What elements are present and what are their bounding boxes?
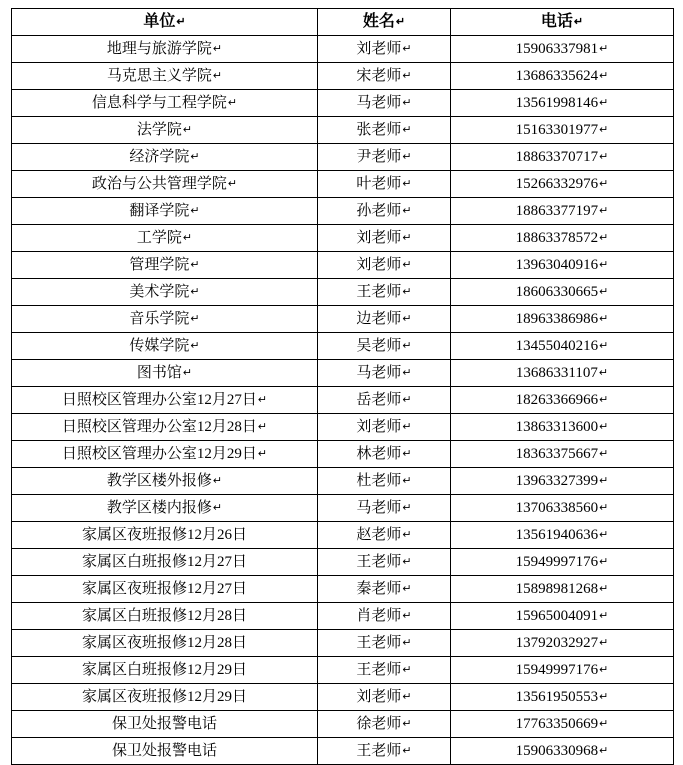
cell-unit	[12, 36, 318, 63]
cell-phone	[451, 360, 674, 387]
cell-phone	[451, 414, 674, 441]
table-row	[12, 738, 674, 765]
cell-phone-text: 15898981268	[515, 580, 599, 597]
paragraph-mark: ↵	[402, 421, 412, 434]
paragraph-mark: ↵	[402, 664, 412, 677]
paragraph-mark: ↵	[599, 610, 609, 623]
paragraph-mark: ↵	[402, 637, 412, 650]
cell-name	[318, 360, 451, 387]
cell-unit-text: 日照校区管理办公室12月27日	[61, 391, 257, 408]
paragraph-mark: ↵	[599, 97, 609, 110]
cell-unit	[12, 738, 318, 765]
paragraph-mark: ↵	[182, 124, 193, 137]
cell-phone	[451, 630, 674, 657]
cell-unit	[12, 144, 318, 171]
cell-name	[318, 522, 451, 549]
cell-phone-text: 18963386986	[515, 310, 599, 327]
cell-name-text: 叶老师	[356, 175, 402, 192]
cell-name-text: 刘老师	[356, 688, 402, 705]
cell-unit	[12, 441, 318, 468]
paragraph-mark: ↵	[402, 529, 412, 542]
paragraph-mark: ↵	[402, 556, 412, 569]
cell-name	[318, 468, 451, 495]
cell-phone-text: 13686331107	[515, 364, 598, 381]
column-header-name-text: 姓名	[362, 13, 395, 31]
paragraph-mark: ↵	[402, 745, 412, 758]
paragraph-mark: ↵	[599, 583, 609, 596]
cell-name	[318, 441, 451, 468]
cell-unit-text: 政治与公共管理学院	[91, 175, 227, 192]
cell-phone-text: 15906337981	[515, 40, 599, 57]
cell-unit-text: 传媒学院	[129, 337, 190, 354]
paragraph-mark: ↵	[599, 313, 609, 326]
table-row	[12, 495, 674, 522]
table-row	[12, 117, 674, 144]
cell-phone	[451, 738, 674, 765]
table-row	[12, 711, 674, 738]
cell-phone	[451, 63, 674, 90]
cell-name-text: 宋老师	[356, 67, 402, 84]
cell-name	[318, 738, 451, 765]
paragraph-mark: ↵	[190, 205, 200, 218]
cell-name	[318, 252, 451, 279]
cell-name-text: 刘老师	[356, 40, 402, 57]
cell-phone-text: 15163301977	[515, 121, 599, 138]
cell-phone-text: 13963040916	[515, 256, 599, 273]
cell-unit-text: 日照校区管理办公室12月29日	[61, 445, 257, 462]
cell-unit	[12, 468, 318, 495]
cell-unit-text: 家属区夜班报修12月29日	[81, 688, 247, 705]
cell-unit-text: 家属区夜班报修12月27日	[81, 580, 247, 597]
cell-phone	[451, 36, 674, 63]
cell-phone	[451, 306, 674, 333]
cell-phone-text: 13561940636	[515, 526, 599, 543]
table-row	[12, 63, 674, 90]
cell-name-text: 尹老师	[356, 148, 402, 165]
cell-name	[318, 279, 451, 306]
cell-phone	[451, 711, 674, 738]
cell-name-text: 边老师	[356, 310, 402, 327]
cell-name-text: 王老师	[356, 283, 402, 300]
paragraph-mark: ↵	[599, 70, 609, 83]
paragraph-mark: ↵	[599, 502, 609, 515]
cell-phone-text: 15949997176	[515, 553, 599, 570]
cell-name-text: 王老师	[356, 661, 402, 678]
cell-name-text: 杜老师	[356, 472, 402, 489]
table-row	[12, 306, 674, 333]
paragraph-mark: ↵	[182, 232, 193, 245]
cell-unit-text: 家属区白班报修12月28日	[81, 607, 247, 624]
paragraph-mark: ↵	[402, 691, 412, 704]
cell-name-text: 岳老师	[356, 391, 402, 408]
paragraph-mark: ↵	[599, 745, 609, 758]
table-row	[12, 252, 674, 279]
paragraph-mark: ↵	[402, 583, 412, 596]
cell-unit-text: 地理与旅游学院	[106, 40, 212, 57]
cell-unit	[12, 657, 318, 684]
table-row	[12, 684, 674, 711]
cell-unit-text: 家属区白班报修12月29日	[81, 661, 247, 678]
cell-name	[318, 630, 451, 657]
cell-phone-text: 18606330665	[515, 283, 599, 300]
column-header-name	[318, 9, 451, 36]
table-row	[12, 333, 674, 360]
paragraph-mark: ↵	[402, 43, 412, 56]
paragraph-mark: ↵	[257, 421, 268, 434]
table-row	[12, 414, 674, 441]
cell-phone	[451, 117, 674, 144]
table-row	[12, 468, 674, 495]
paragraph-mark: ↵	[599, 205, 609, 218]
table-body	[12, 36, 674, 765]
cell-phone-text: 15949997176	[515, 661, 599, 678]
paragraph-mark: ↵	[598, 367, 609, 380]
paragraph-mark: ↵	[190, 286, 200, 299]
table-row	[12, 144, 674, 171]
cell-unit	[12, 414, 318, 441]
paragraph-mark: ↵	[402, 286, 412, 299]
cell-phone	[451, 144, 674, 171]
paragraph-mark: ↵	[402, 475, 412, 488]
contact-directory-table	[11, 8, 674, 765]
table-row	[12, 630, 674, 657]
paragraph-mark: ↵	[599, 394, 609, 407]
paragraph-mark: ↵	[402, 394, 412, 407]
cell-name	[318, 90, 451, 117]
paragraph-mark: ↵	[257, 448, 268, 461]
table-header-row	[12, 9, 674, 36]
cell-unit-text: 图书馆	[136, 364, 182, 381]
cell-phone-text: 18263366966	[515, 391, 599, 408]
paragraph-mark: ↵	[599, 286, 609, 299]
paragraph-mark: ↵	[395, 16, 406, 29]
cell-unit-text: 工学院	[136, 229, 182, 246]
cell-unit-text: 管理学院	[129, 256, 190, 273]
cell-name	[318, 225, 451, 252]
cell-phone	[451, 171, 674, 198]
paragraph-mark: ↵	[599, 340, 609, 353]
paragraph-mark: ↵	[227, 178, 238, 191]
cell-unit-text: 日照校区管理办公室12月28日	[61, 418, 257, 435]
cell-name-text: 刘老师	[356, 256, 402, 273]
cell-name	[318, 711, 451, 738]
cell-unit	[12, 603, 318, 630]
cell-phone	[451, 198, 674, 225]
cell-unit	[12, 225, 318, 252]
cell-phone	[451, 495, 674, 522]
cell-unit-text: 家属区白班报修12月27日	[81, 553, 247, 570]
paragraph-mark: ↵	[599, 448, 609, 461]
paragraph-mark: ↵	[599, 232, 609, 245]
paragraph-mark: ↵	[402, 70, 412, 83]
cell-unit	[12, 522, 318, 549]
cell-name	[318, 306, 451, 333]
paragraph-mark: ↵	[212, 475, 223, 488]
cell-name-text: 马老师	[356, 94, 402, 111]
cell-name-text: 徐老师	[356, 715, 402, 732]
table-row	[12, 225, 674, 252]
cell-phone	[451, 441, 674, 468]
cell-name	[318, 657, 451, 684]
paragraph-mark: ↵	[402, 313, 412, 326]
table-row	[12, 387, 674, 414]
cell-unit-text: 保卫处报警电话	[111, 715, 217, 732]
cell-name	[318, 117, 451, 144]
cell-unit	[12, 576, 318, 603]
cell-phone-text: 13963327399	[515, 472, 599, 489]
cell-phone-text: 13706338560	[515, 499, 599, 516]
cell-unit	[12, 684, 318, 711]
paragraph-mark: ↵	[212, 70, 223, 83]
cell-phone	[451, 657, 674, 684]
cell-unit	[12, 360, 318, 387]
cell-name-text: 张老师	[356, 121, 402, 138]
cell-unit-text: 音乐学院	[129, 310, 190, 327]
cell-phone	[451, 576, 674, 603]
table-row	[12, 36, 674, 63]
cell-phone-text: 13863313600	[515, 418, 599, 435]
cell-unit-text: 教学区楼内报修	[106, 499, 212, 516]
cell-name	[318, 549, 451, 576]
cell-unit-text: 家属区夜班报修12月28日	[81, 634, 247, 651]
cell-name	[318, 495, 451, 522]
cell-unit	[12, 90, 318, 117]
cell-phone-text: 18863378572	[515, 229, 599, 246]
cell-name-text: 马老师	[356, 499, 402, 516]
cell-phone-text: 13792032927	[515, 634, 599, 651]
paragraph-mark: ↵	[227, 97, 238, 110]
cell-phone-text: 18863377197	[515, 202, 599, 219]
paragraph-mark: ↵	[402, 205, 412, 218]
column-header-phone	[451, 9, 674, 36]
cell-unit-text: 经济学院	[129, 148, 190, 165]
paragraph-mark: ↵	[212, 43, 223, 56]
cell-unit	[12, 252, 318, 279]
cell-name-text: 林老师	[356, 445, 402, 462]
cell-phone-text: 17763350669	[515, 715, 599, 732]
cell-unit-text: 美术学院	[129, 283, 190, 300]
cell-unit	[12, 333, 318, 360]
table-row	[12, 90, 674, 117]
cell-phone-text: 13686335624	[515, 67, 599, 84]
cell-unit	[12, 63, 318, 90]
cell-unit-text: 马克思主义学院	[106, 67, 212, 84]
cell-name-text: 王老师	[356, 742, 402, 759]
paragraph-mark: ↵	[599, 718, 609, 731]
column-header-unit	[12, 9, 318, 36]
paragraph-mark: ↵	[599, 151, 609, 164]
cell-phone	[451, 684, 674, 711]
cell-phone	[451, 522, 674, 549]
cell-phone-text: 15266332976	[515, 175, 599, 192]
table-row	[12, 576, 674, 603]
cell-name-text: 秦老师	[356, 580, 402, 597]
paragraph-mark: ↵	[402, 259, 412, 272]
paragraph-mark: ↵	[599, 556, 609, 569]
column-header-phone-text: 电话	[540, 13, 573, 31]
paragraph-mark: ↵	[402, 502, 412, 515]
cell-name-text: 刘老师	[356, 418, 402, 435]
paragraph-mark: ↵	[190, 259, 200, 272]
table-row	[12, 441, 674, 468]
cell-unit-text: 法学院	[136, 121, 182, 138]
cell-name-text: 赵老师	[356, 526, 402, 543]
cell-name	[318, 144, 451, 171]
paragraph-mark: ↵	[599, 529, 609, 542]
cell-unit-text: 保卫处报警电话	[111, 742, 217, 759]
cell-unit	[12, 306, 318, 333]
cell-name	[318, 414, 451, 441]
paragraph-mark: ↵	[190, 151, 200, 164]
cell-phone	[451, 549, 674, 576]
cell-unit	[12, 117, 318, 144]
cell-name-text: 王老师	[356, 634, 402, 651]
paragraph-mark: ↵	[599, 421, 609, 434]
paragraph-mark: ↵	[599, 259, 609, 272]
paragraph-mark: ↵	[190, 313, 200, 326]
cell-phone-text: 13561998146	[515, 94, 599, 111]
cell-unit-text: 翻译学院	[129, 202, 190, 219]
cell-phone-text: 13455040216	[515, 337, 599, 354]
cell-phone	[451, 387, 674, 414]
cell-unit	[12, 387, 318, 414]
cell-name	[318, 576, 451, 603]
cell-unit-text: 教学区楼外报修	[106, 472, 212, 489]
cell-name-text: 孙老师	[356, 202, 402, 219]
paragraph-mark: ↵	[212, 502, 223, 515]
cell-unit-text: 信息科学与工程学院	[91, 94, 227, 111]
cell-phone	[451, 252, 674, 279]
cell-phone	[451, 333, 674, 360]
cell-phone	[451, 225, 674, 252]
table-row	[12, 603, 674, 630]
cell-name	[318, 603, 451, 630]
cell-phone-text: 15965004091	[515, 607, 599, 624]
cell-phone	[451, 90, 674, 117]
paragraph-mark: ↵	[599, 664, 609, 677]
document-page	[0, 8, 683, 759]
paragraph-mark: ↵	[599, 691, 609, 704]
cell-unit	[12, 495, 318, 522]
cell-name-text: 吴老师	[356, 337, 402, 354]
paragraph-mark: ↵	[402, 124, 412, 137]
paragraph-mark: ↵	[599, 43, 609, 56]
cell-name-text: 马老师	[356, 364, 402, 381]
cell-unit	[12, 549, 318, 576]
column-header-unit-text: 单位	[143, 13, 176, 31]
cell-phone-text: 13561950553	[515, 688, 599, 705]
cell-phone-text: 18863370717	[515, 148, 599, 165]
cell-name	[318, 198, 451, 225]
cell-unit	[12, 279, 318, 306]
paragraph-mark: ↵	[402, 97, 412, 110]
cell-name	[318, 387, 451, 414]
table-row	[12, 522, 674, 549]
table-row	[12, 657, 674, 684]
cell-unit	[12, 630, 318, 657]
paragraph-mark: ↵	[402, 178, 412, 191]
cell-phone	[451, 603, 674, 630]
cell-name	[318, 63, 451, 90]
paragraph-mark: ↵	[402, 367, 412, 380]
table-row	[12, 171, 674, 198]
paragraph-mark: ↵	[599, 178, 609, 191]
cell-name-text: 王老师	[356, 553, 402, 570]
paragraph-mark: ↵	[257, 394, 268, 407]
table-row	[12, 549, 674, 576]
cell-name	[318, 36, 451, 63]
table-row	[12, 198, 674, 225]
paragraph-mark: ↵	[402, 151, 412, 164]
cell-phone	[451, 279, 674, 306]
cell-unit	[12, 171, 318, 198]
cell-name-text: 肖老师	[356, 607, 402, 624]
paragraph-mark: ↵	[402, 232, 412, 245]
paragraph-mark: ↵	[402, 610, 412, 623]
cell-phone-text: 18363375667	[515, 445, 599, 462]
paragraph-mark: ↵	[599, 475, 609, 488]
cell-name	[318, 333, 451, 360]
cell-name	[318, 684, 451, 711]
cell-name	[318, 171, 451, 198]
cell-phone-text: 15906330968	[515, 742, 599, 759]
table-row	[12, 279, 674, 306]
paragraph-mark: ↵	[190, 340, 200, 353]
paragraph-mark: ↵	[402, 340, 412, 353]
cell-unit	[12, 711, 318, 738]
paragraph-mark: ↵	[599, 637, 609, 650]
cell-unit-text: 家属区夜班报修12月26日	[81, 526, 247, 543]
cell-unit	[12, 198, 318, 225]
cell-name-text: 刘老师	[356, 229, 402, 246]
paragraph-mark: ↵	[182, 367, 193, 380]
paragraph-mark: ↵	[176, 16, 186, 29]
paragraph-mark: ↵	[402, 448, 412, 461]
paragraph-mark: ↵	[573, 16, 584, 29]
paragraph-mark: ↵	[402, 718, 412, 731]
cell-phone	[451, 468, 674, 495]
paragraph-mark: ↵	[599, 124, 609, 137]
table-row	[12, 360, 674, 387]
